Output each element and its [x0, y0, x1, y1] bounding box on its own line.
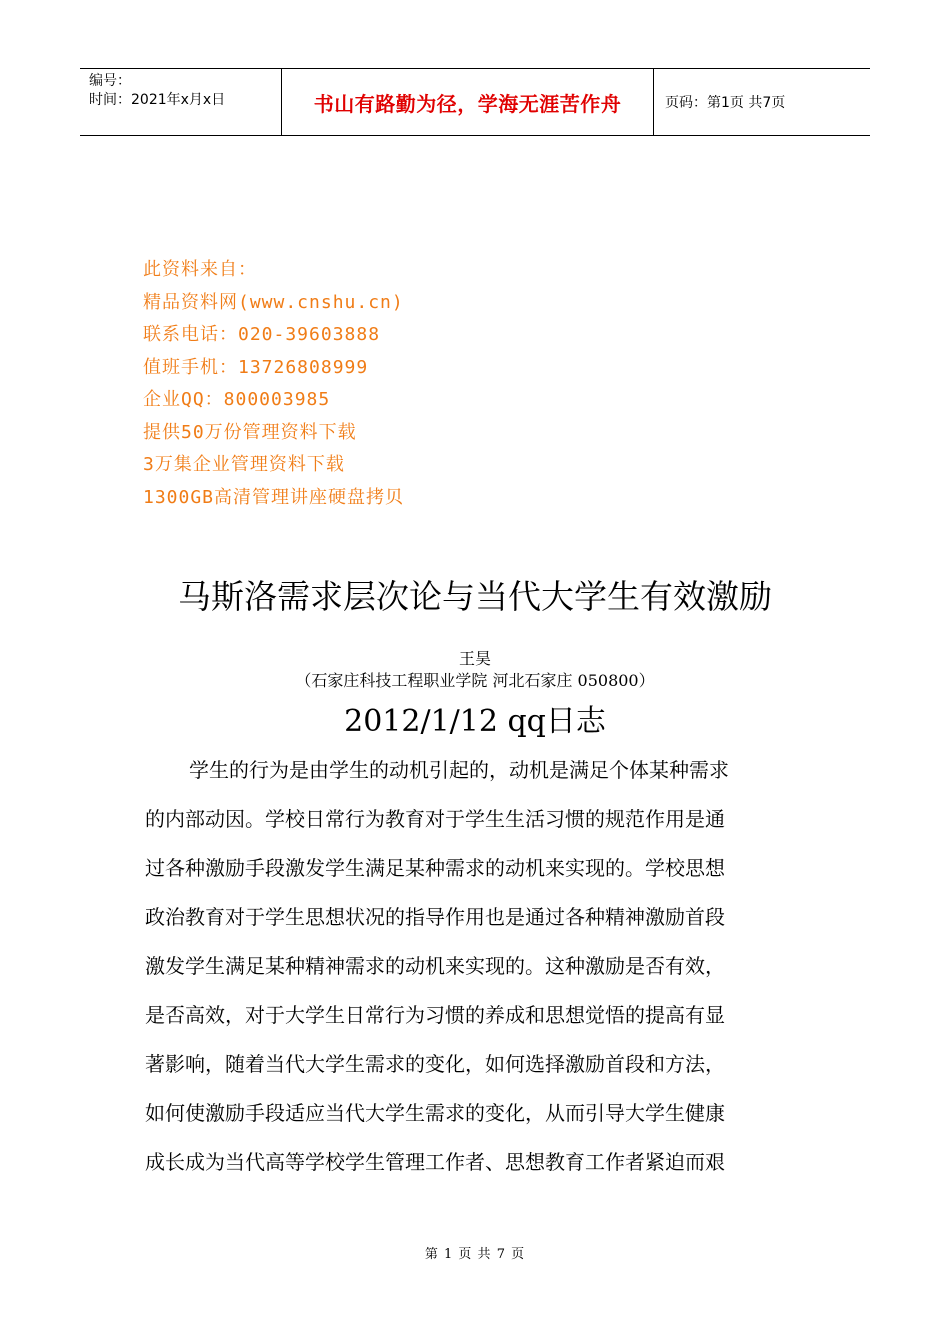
body-line: 激发学生满足某种精神需求的动机来实现的。这种激励是否有效， [145, 954, 725, 978]
article-title: 马斯洛需求层次论与当代大学生有效激励 [178, 577, 772, 616]
article-affiliation: （石家庄科技工程职业学院 河北石家庄 050800） [295, 671, 655, 690]
header-page-cell [654, 69, 870, 135]
body-line: 学生的行为是由学生的动机引起的，动机是满足个体某种需求 [189, 758, 729, 782]
ad-line: 联系电话：020-39603888 [143, 324, 381, 345]
article-author: 王昊 [458, 649, 491, 668]
header-number-label: 编号： [89, 73, 131, 89]
ad-line: 3万集企业管理资料下载 [143, 454, 345, 475]
advertisement-block [143, 254, 404, 514]
header-motto-cell [282, 69, 654, 135]
body-line: 著影响，随着当代大学生需求的变化，如何选择激励首段和方法， [145, 1052, 725, 1076]
ad-line: 1300GB高清管理讲座硬盘拷贝 [143, 486, 405, 508]
header-motto: 书山有路勤为径，学海无涯苦作舟 [313, 91, 622, 116]
header-meta [80, 69, 282, 135]
ad-line: 值班手机：13726808999 [143, 356, 369, 378]
body-line: 成长成为当代高等学校学生管理工作者、思想教育工作者紧迫而艰 [145, 1150, 725, 1174]
ad-line: 企业QQ：800003985 [143, 389, 331, 410]
header-time-label: 时间：2021年x月x日 [89, 92, 226, 108]
page-footer: 第 1 页 共 7 页 [424, 1247, 526, 1262]
body-line: 的内部动因。学校日常行为教育对于学生生活习惯的规范作用是通 [145, 807, 725, 831]
ad-line: 精品资料网(www.cnshu.cn) [143, 291, 404, 313]
ad-line: 提供50万份管理资料下载 [143, 421, 357, 443]
document-header [80, 68, 870, 136]
body-line: 过各种激励手段激发学生满足某种需求的动机来实现的。学校思想 [145, 856, 725, 880]
body-line: 如何使激励手段适应当代大学生需求的变化，从而引导大学生健康 [145, 1101, 725, 1125]
header-page-label: 页码：第1页 共7页 [665, 95, 786, 111]
body-line: 政治教育对于学生思想状况的指导作用也是通过各种精神激励首段 [145, 905, 725, 929]
ad-line: 此资料来自： [143, 259, 257, 280]
article-date: 2012/1/12 qq日志 [344, 704, 606, 739]
body-line: 是否高效，对于大学生日常行为习惯的养成和思想觉悟的提高有显 [145, 1003, 725, 1027]
